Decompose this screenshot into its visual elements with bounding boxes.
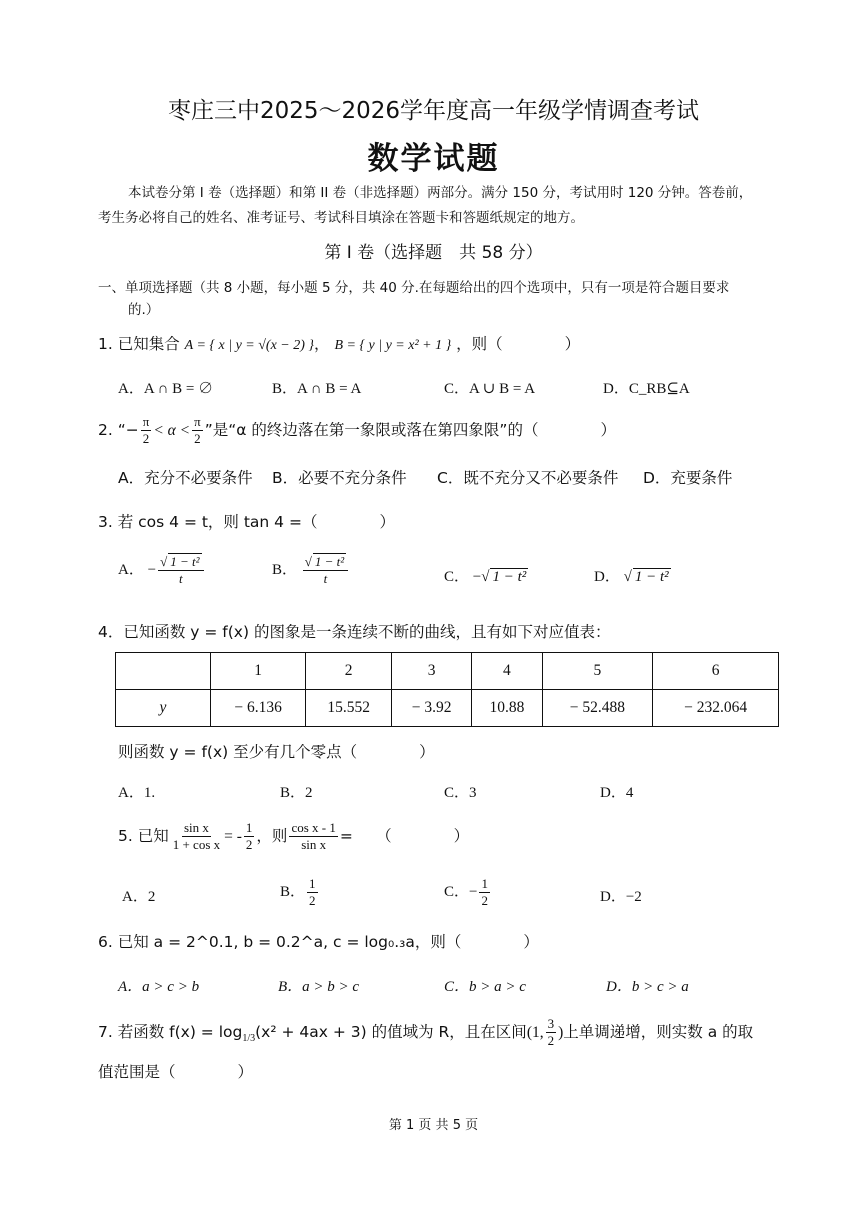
table-cell: 3 (392, 653, 472, 690)
q5-suffix: = （ ） (339, 827, 470, 845)
value-table (115, 652, 779, 727)
q7-line1-post: (x² + 4ax + 3) 的值域为 R，且在区间 (255, 1023, 527, 1041)
question-2-stem (98, 414, 616, 447)
question-4-followup: 则函数 y = f(x) 至少有几个零点（ ） (118, 743, 435, 761)
table-cell: − 232.064 (653, 690, 779, 727)
q1-set-b: B = { y | y = x² + 1 } (334, 338, 452, 353)
section-instruction-2: 的.） (128, 302, 160, 318)
intro-line-1: 本试卷分第 I 卷（选择题）和第 II 卷（非选择题）两部分。满分 150 分，考试用时 120 分钟。答卷前， (128, 185, 753, 201)
subject-title: 数学试题 (367, 141, 500, 177)
q2-frac-left-num: π (142, 414, 150, 429)
table-header-row (116, 653, 779, 690)
table-cell: 15.552 (306, 690, 392, 727)
q5-f2-num: 1 (245, 820, 253, 835)
q6-option-b: B．a > b > c (278, 979, 360, 995)
table-cell: 5 (542, 653, 653, 690)
q5-f1-num: sin x (183, 820, 209, 835)
table-cell: − 52.488 (542, 690, 653, 727)
q3-b-radicand: 1 − t² (314, 554, 345, 569)
q5-prefix: 5. 已知 (118, 827, 169, 845)
table-cell: 10.88 (472, 690, 543, 727)
q3-option-b-label: B． (272, 561, 298, 578)
section-title: 第 I 卷（选择题 共 58 分） (324, 243, 543, 263)
q5-b-den: 2 (309, 893, 316, 908)
q5-c-num: 1 (481, 876, 488, 891)
q6-option-a: A．a > c > b (118, 979, 200, 995)
q3-a-denominator: t (178, 571, 183, 586)
q5-fraction-2 (244, 820, 255, 853)
q6-option-c: C．b > a > c (444, 979, 526, 995)
question-7-line-2: 值范围是（ ） (98, 1063, 254, 1081)
table-cell: y (116, 690, 211, 727)
q3-c-radicand: 1 − t² (492, 569, 527, 585)
q5-c-den: 2 (481, 893, 488, 908)
q1-option-a: A．A ∩ B = ∅ (118, 381, 214, 397)
q5-eq1: = - (224, 828, 242, 845)
q1-option-b: B．A ∩ B = A (272, 381, 362, 397)
q5-f1-den: 1 + cos x (172, 837, 221, 852)
q4-option-d: D．4 (600, 785, 634, 801)
q5-option-c (444, 876, 492, 909)
q3-option-b-fraction: $\frac{\text{√ 1 − t²}}{t}$ (303, 554, 348, 587)
q2-fraction-right (192, 414, 203, 447)
q7-interval-pre: (1, (526, 1024, 544, 1041)
q5-mid: ，则 (256, 827, 288, 845)
table-cell: 2 (306, 653, 392, 690)
q5-f3-num: cos x - 1 (291, 820, 336, 835)
q2-option-d: D．充要条件 (643, 469, 733, 487)
question-6-stem: 6. 已知 a = 2^0.1, b = 0.2^a, c = log₀.₃a，则（ ） (98, 933, 539, 951)
q1-suffix: ，则（ ） (456, 335, 581, 353)
question-3-stem: 3. 若 cos 4 = t，则 tan 4 =（ ） (98, 513, 395, 531)
q4-option-b: B．2 (280, 785, 313, 801)
q5-option-d: D．−2 (600, 889, 642, 905)
q5-b-num: 1 (309, 876, 316, 891)
q5-option-a: A．2 (122, 889, 156, 905)
q3-d-radicand: 1 − t² (634, 569, 669, 585)
q5-f2-den: 2 (245, 837, 253, 852)
q3-option-d: D． √ 1 − t² (594, 569, 669, 585)
q3-b-denominator: t (323, 571, 328, 586)
intro-line-2: 考生务必将自己的姓名、准考证号、考试科目填涂在答题卡和答题纸规定的地方。 (98, 210, 584, 226)
q2-frac-right-num: π (194, 414, 201, 429)
q2-fraction-left (141, 414, 152, 447)
table-cell (116, 653, 211, 690)
q7-interval-den: 2 (547, 1033, 555, 1048)
q1-set-a: A = { x | y = √(x − 2) } (184, 338, 314, 353)
q5-option-b-label: B． (280, 883, 306, 900)
q1-option-d: D．C_RB⊆A (603, 381, 690, 397)
q5-option-b-fraction (307, 876, 318, 909)
section-instruction-1: 一、单项选择题（共 8 小题，每小题 5 分，共 40 分.在每题给出的四个选项中，只有一项是符合题目要求 (98, 280, 730, 296)
q5-fraction-3 (289, 820, 337, 853)
table-cell: 1 (211, 653, 306, 690)
q2-frac-right-den: 2 (194, 431, 201, 446)
q7-line1-pre: 7. 若函数 f(x) = log (98, 1023, 243, 1041)
exam-title: 枣庄三中2025～2026学年度高一年级学情调查考试 (167, 98, 700, 124)
table-cell: − 6.136 (211, 690, 306, 727)
q2-option-b: B．必要不充分条件 (272, 469, 407, 487)
page-footer: 第 1 页 共 5 页 (388, 1118, 479, 1133)
q2-frac-left-den: 2 (142, 431, 150, 446)
q7-interval-num: 3 (547, 1016, 555, 1031)
q7-interval-fraction (546, 1016, 557, 1049)
table-cell: − 3.92 (392, 690, 472, 727)
q6-option-d: D．b > c > a (606, 979, 689, 995)
q2-stem-mid: < α < (153, 422, 191, 439)
q7-interval-post: ) (558, 1024, 564, 1041)
question-1-stem: 1. 已知集合 A = { x | y = √(x − 2) }， B = { y | y = x² + 1 } ，则（ ） (98, 335, 581, 353)
q1-prefix: 1. 已知集合 (98, 335, 180, 353)
question-7-line-1: 7. 若函数 $f(x) = \log_{1/3}(x^2 + 4ax + 3)$ 的值域为 R，且在区间(1, $\frac{3}{2}$ )上单调递增，则实数 a 的取 (98, 1016, 754, 1048)
q1-option-c: C．A ∪ B = A (444, 381, 536, 397)
q2-stem-post: ”是“α 的终边落在第一象限或落在第四象限”的（ ） (204, 421, 616, 439)
q4-option-a: A．1. (118, 785, 156, 801)
q5-option-c-fraction (479, 876, 490, 909)
q3-option-a-fraction: $\frac{\text{√ 1 − t²}}{t}$ (158, 554, 203, 587)
q3-option-a-label: A． (118, 561, 144, 578)
q3-a-radicand: 1 − t² (170, 554, 200, 569)
q5-f3-den: sin x (301, 837, 327, 852)
q7-line1-tail: 上单调递增，则实数 a 的取 (563, 1023, 754, 1041)
question-4-stem: 4．已知函数 y = f(x) 的图象是一条连续不断的曲线，且有如下对应值表： (98, 623, 611, 641)
q3-option-d-label: D． (594, 569, 620, 585)
q4-option-c: C．3 (444, 785, 477, 801)
q2-option-c: C．既不充分又不必要条件 (437, 469, 619, 487)
q2-stem-pre: 2. “− (98, 421, 139, 439)
q3-option-c-label: C． (444, 569, 470, 585)
question-5-stem (118, 820, 469, 853)
q5-option-b (280, 876, 320, 909)
q5-option-c-label: C．− (444, 883, 478, 900)
q3-option-b (272, 554, 350, 587)
q3-option-a: A． − $\frac{\text{√ 1 − t²}}{t}$ (118, 554, 206, 587)
q3-option-c: C． −√ 1 − t² (444, 569, 527, 585)
table-row (116, 690, 779, 727)
table-cell: 6 (653, 653, 779, 690)
q5-fraction-1 (171, 820, 222, 853)
q2-option-a: A．充分不必要条件 (118, 469, 253, 487)
table-cell: 4 (472, 653, 543, 690)
